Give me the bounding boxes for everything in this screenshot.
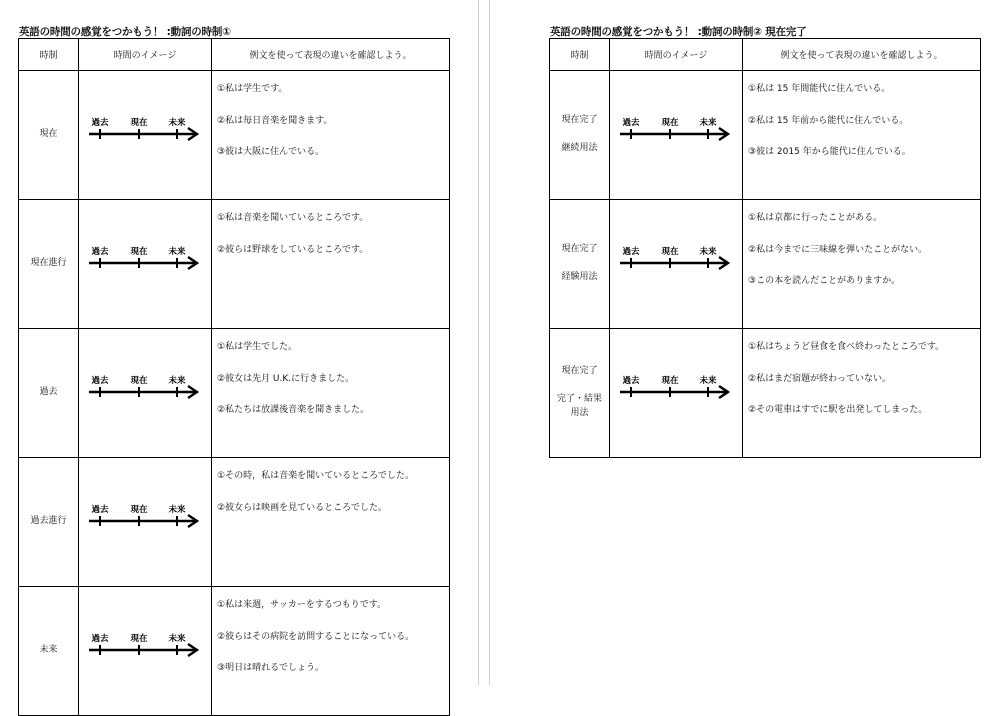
tense-name-line: 現在完了 [561,115,598,126]
timeline-diagram [618,244,734,274]
examples-cell [212,587,450,716]
timeline-label-present: 現在 [130,247,148,257]
page-divider-left [478,0,479,685]
timeline-label-present: 現在 [130,118,148,128]
tense-name-line: 過去進行 [30,516,67,527]
header-time-image: 時間のイメージ [79,39,212,71]
table-row [550,71,981,200]
timeline-label-past: 過去 [91,634,109,644]
timeline-label-past: 過去 [622,247,640,257]
example-sentence: ①私は来週，サッカーをするつもりです。 [217,600,387,610]
timeline-label-past: 過去 [91,247,109,257]
timeline-label-future: 未来 [168,247,186,257]
timeline-label-present: 現在 [661,376,679,386]
timeline-label-present: 現在 [130,505,148,515]
timeline-label-future: 未来 [168,505,186,515]
example-sentence: ①私は音楽を聞いているところです。 [217,213,369,223]
table-row [19,458,450,587]
tense-name-line: 現在進行 [30,258,67,269]
timeline-label-past: 過去 [91,505,109,515]
table-row [19,200,450,329]
timeline-diagram [618,115,734,145]
example-sentence: ①私は学生です。 [217,84,288,94]
examples-cell [212,200,450,329]
example-sentence: ②私はまだ宿題が終わっていない。 [748,373,891,384]
timeline-label-present: 現在 [130,634,148,644]
tense-name-line: 過去 [39,387,58,398]
example-sentence: ③明日は晴れるでしょう。 [217,663,324,673]
tense-name-cell [550,71,610,200]
timeline-label-future: 未来 [168,376,186,386]
example-sentence: ②私は 15 年前から能代に住んでいる。 [748,115,909,126]
header-tense: 時制 [550,39,610,71]
tense-name-line: 現在完了 [561,366,598,377]
time-image-cell [79,71,212,200]
timeline-diagram [87,115,203,145]
time-image-cell [79,200,212,329]
header-row [550,39,981,71]
timeline-diagram [87,502,203,532]
examples-cell [743,200,981,329]
tense-name-cell [19,200,79,329]
example-sentence: ①私は 15 年間能代に住んでいる。 [748,84,891,94]
table-row [550,200,981,329]
example-sentence: ①私は京都に行ったことがある。 [748,213,883,223]
timeline-label-future: 未来 [699,118,717,128]
example-sentence: ②彼らはその病院を訪問することになっている。 [217,631,415,642]
tense-name-line: 完了・結果 [556,394,602,405]
example-sentence: ②私は毎日音楽を聞きます。 [217,115,333,126]
example-sentence: ②私たちは放課後音楽を聞きました。 [217,405,370,415]
example-sentence: ①その時，私は音楽を聞いているところでした。 [217,471,414,481]
example-sentence: ③彼は大阪に住んでいる。 [217,147,325,157]
header-tense: 時制 [19,39,79,71]
tense-name-line: 現在完了 [561,244,598,255]
header-time-image: 時間のイメージ [610,39,743,71]
timeline-diagram [87,373,203,403]
header-examples: 例文を使って表現の違いを確認しよう。 [212,39,450,71]
timeline-label-present: 現在 [661,118,679,128]
tense-name-line: 現在 [39,129,58,140]
timeline-diagram [87,631,203,661]
examples-cell [212,458,450,587]
example-sentence: ③彼は 2015 年から能代に住んでいる。 [748,147,911,157]
time-image-cell [79,329,212,458]
tense-name-cell [550,329,610,458]
timeline-label-present: 現在 [130,376,148,386]
table-row [19,329,450,458]
timeline-diagram [618,373,734,403]
example-sentence: ②私は今までに三味線を弾いたことがない。 [748,244,928,255]
examples-cell [743,71,981,200]
table-row [19,587,450,716]
tense-name-line: 経験用法 [561,272,598,282]
timeline-label-future: 未来 [168,118,186,128]
table-row [19,71,450,200]
page-divider-right [489,0,490,685]
tense-name-cell [19,71,79,200]
example-sentence: ②彼女らは映画を見ているところでした。 [217,502,387,513]
timeline-label-past: 過去 [622,118,640,128]
timeline-label-past: 過去 [91,376,109,386]
timeline-label-present: 現在 [661,247,679,257]
table-row [550,329,981,458]
time-image-cell [79,587,212,716]
example-sentence: ②彼らは野球をしているところです。 [217,244,369,255]
examples-cell [212,329,450,458]
tense-name-line: 用法 [570,407,589,418]
example-sentence: ②彼女は先月 U.K.に行きました。 [217,373,355,384]
timeline-label-future: 未来 [168,634,186,644]
header-examples: 例文を使って表現の違いを確認しよう。 [743,39,981,71]
tense-table-1 [18,38,450,716]
header-row [19,39,450,71]
timeline-label-future: 未来 [699,376,717,386]
examples-cell [212,71,450,200]
tense-name-cell [19,458,79,587]
tense-name-cell [19,329,79,458]
examples-cell [743,329,981,458]
tense-table-2 [549,38,981,458]
timeline-diagram [87,244,203,274]
example-sentence: ②その電車はすでに駅を出発してしまった。 [748,405,928,415]
page-title-tenses-1: 英語の時間の感覚をつかもう！ :動詞の時制① [19,26,231,38]
timeline-label-past: 過去 [622,376,640,386]
time-image-cell [79,458,212,587]
example-sentence: ③この本を読んだことがありますか。 [748,276,901,286]
time-image-cell [610,329,743,458]
timeline-label-past: 過去 [91,118,109,128]
tense-name-cell [19,587,79,716]
time-image-cell [610,71,743,200]
time-image-cell [610,200,743,329]
example-sentence: ①私は学生でした。 [217,342,298,352]
tense-name-line: 継続用法 [561,143,598,153]
example-sentence: ①私はちょうど昼食を食べ終わったところです。 [748,342,945,352]
timeline-label-future: 未来 [699,247,717,257]
tense-name-cell [550,200,610,329]
tense-name-line: 未来 [39,645,58,656]
page-title-tenses-2: 英語の時間の感覚をつかもう！ :動詞の時制② 現在完了 [550,26,807,38]
